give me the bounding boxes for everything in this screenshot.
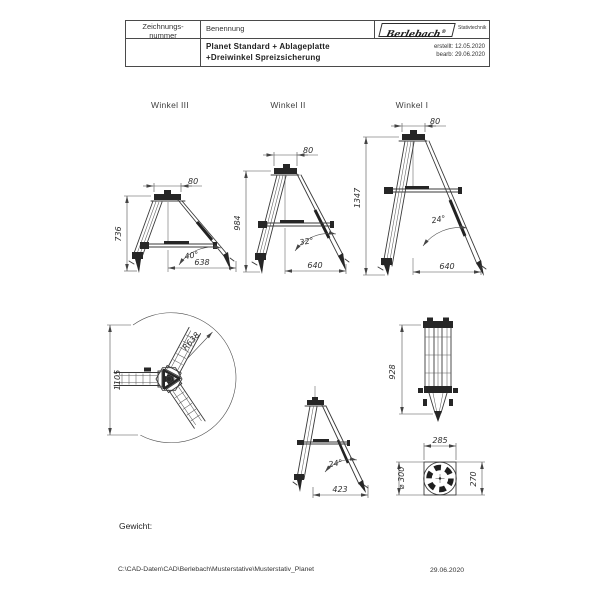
winkel1-height-dim: 1347 <box>353 187 362 209</box>
top-view-radius-dim: R638 <box>180 330 202 353</box>
winkel2-top-width-dim: 80 <box>303 146 314 155</box>
footer-date: 29.06.2020 <box>430 567 465 574</box>
winkel1-top-width-dim: 80 <box>430 117 441 126</box>
winkel1-spread-dim: 640 <box>439 262 455 271</box>
winkel2-angle-dim: 32° <box>298 235 315 248</box>
leg-upleft <box>161 374 208 430</box>
winkel1-angle-dim: 24° <box>430 213 447 226</box>
front-small-drawing <box>280 385 392 503</box>
winkel2-height-dim: 984 <box>233 215 242 231</box>
drawing-title <box>206 41 330 63</box>
winkel2-spread-dim: 640 <box>307 261 323 270</box>
title-block <box>125 20 490 67</box>
head-depth-dim: 270 <box>469 471 478 487</box>
front-small-spread-dim: 423 <box>332 485 348 494</box>
top-view-drawing <box>100 315 250 445</box>
front-small-angle-dim: 24° <box>327 457 344 470</box>
drawing-number-cell <box>126 21 201 66</box>
drawing-title-line1: Planet Standard + Ablageplatte <box>206 42 330 51</box>
folded-height-dim: 928 <box>388 364 397 380</box>
brand-name: Berlebach <box>384 29 442 40</box>
winkel3-angle-dim: 40° <box>183 249 200 262</box>
winkel-iii-drawing <box>105 165 250 285</box>
drawing-title-line2: +Dreiwinkel Spreizsicherung <box>206 53 321 62</box>
berlebach-logo <box>378 23 455 40</box>
head-bottom-drawing <box>392 432 495 510</box>
folded-view-drawing <box>385 315 490 425</box>
winkel3-height-dim: 736 <box>114 226 123 242</box>
winkel3-spread-dim: 638 <box>194 258 210 267</box>
head-diameter-dim: ⌀ 300 <box>397 466 406 490</box>
registered-mark: ® <box>440 28 447 35</box>
weight-label: Gewicht: <box>119 521 153 531</box>
label-winkel-ii: Winkel II <box>270 100 306 110</box>
modified-date: bearb: 29.06.2020 <box>436 51 485 58</box>
created-date: erstellt: 12.05.2020 <box>433 44 485 50</box>
top-view-height-dim: 1105 <box>113 369 122 391</box>
brand-cell <box>374 21 490 38</box>
head-width-dim: 285 <box>432 436 448 445</box>
name-label: Benennung <box>206 24 245 33</box>
winkel-i-drawing <box>353 108 515 280</box>
file-path: C:\CAD-Daten\CAD\Berlebach\Musterstative\Musterstativ_Planet <box>118 566 315 573</box>
label-winkel-iii: Winkel III <box>151 100 189 110</box>
drawing-number-label-line1: Zeichnungs- <box>142 22 184 31</box>
drawing-number-label-line2: nummer <box>149 30 177 40</box>
date-block <box>434 44 485 59</box>
label-winkel-i: Winkel I <box>395 100 429 110</box>
brand-tagline: Stativtechnik <box>458 25 487 31</box>
winkel3-top-width-dim: 80 <box>188 177 199 186</box>
